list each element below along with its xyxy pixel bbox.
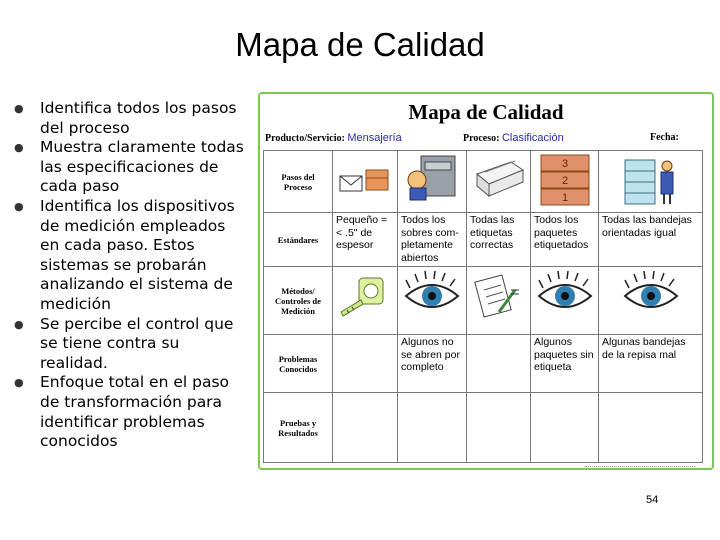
problem-cell: Algunos paquetes sin etiqueta bbox=[531, 335, 599, 393]
method-cell bbox=[398, 267, 467, 335]
test-cell bbox=[531, 393, 599, 463]
step-cell bbox=[531, 151, 599, 213]
measuring-tape-icon bbox=[336, 268, 394, 324]
standard-cell: Todos los paquetes etiquetados bbox=[531, 213, 599, 267]
bullet-text: Identifica los dispositivos de medición empleados en cada paso. Estos sistemas se probarán analizando el sistema de medición bbox=[40, 196, 235, 313]
test-cell bbox=[333, 393, 398, 463]
shelf-person-icon bbox=[602, 152, 699, 208]
bullet-dot-icon: ● bbox=[14, 199, 24, 213]
problem-cell: Algunas bandejas de la repisa mal bbox=[599, 335, 703, 393]
bullet-dot-icon: ● bbox=[14, 317, 24, 331]
step-cell bbox=[398, 151, 467, 213]
row-header-methods: Métodos/ Controles de Medición bbox=[264, 267, 333, 335]
process-field bbox=[463, 132, 564, 144]
box-number: 3 bbox=[561, 158, 568, 170]
bullet-item bbox=[10, 197, 245, 315]
product-value: Mensajería bbox=[347, 132, 402, 144]
quality-map-figure bbox=[258, 92, 714, 470]
figure-title: Mapa de Calidad bbox=[408, 100, 564, 124]
table-row bbox=[264, 151, 703, 213]
date-field bbox=[650, 132, 679, 143]
mail-sorter-icon bbox=[401, 152, 463, 204]
date-label: Fecha: bbox=[650, 132, 679, 143]
box-number: 1 bbox=[561, 192, 568, 204]
standard-cell: Todas las etiquetas correctas bbox=[467, 213, 531, 267]
method-cell bbox=[531, 267, 599, 335]
numbered-boxes-icon bbox=[534, 152, 595, 208]
bullet-text: Enfoque total en el paso de transformación para identificar problemas conocidos bbox=[40, 373, 230, 451]
bullet-item bbox=[10, 99, 245, 138]
file-tray-icon bbox=[470, 152, 527, 204]
bullet-dot-icon: ● bbox=[14, 376, 24, 390]
row-header-standards: Estándares bbox=[264, 213, 333, 267]
row-header-steps: Pasos del Proceso bbox=[264, 151, 333, 213]
test-cell bbox=[599, 393, 703, 463]
eye-icon bbox=[602, 268, 699, 324]
product-label: Producto/Servicio: bbox=[265, 133, 345, 144]
slide-title: Mapa de Calidad bbox=[235, 26, 485, 63]
bullet-dot-icon: ● bbox=[14, 141, 24, 155]
step-cell bbox=[599, 151, 703, 213]
eye-icon bbox=[401, 268, 463, 324]
standard-cell: Todos los sobres com- pletamente abiertos bbox=[398, 213, 467, 267]
eye-icon bbox=[534, 268, 595, 324]
row-header-problems: Problemas Conocidos bbox=[264, 335, 333, 393]
problem-cell: Algunos no se abren por completo bbox=[398, 335, 467, 393]
test-cell bbox=[467, 393, 531, 463]
bullet-item bbox=[10, 138, 245, 197]
table-row bbox=[264, 213, 703, 267]
bullet-dot-icon: ● bbox=[14, 102, 24, 115]
table-row bbox=[264, 267, 703, 335]
problem-cell bbox=[467, 335, 531, 393]
method-cell bbox=[599, 267, 703, 335]
figure-footer-line bbox=[585, 466, 695, 470]
table-row bbox=[264, 393, 703, 463]
test-cell bbox=[398, 393, 467, 463]
standard-cell: Todas las bandejas orientadas igual bbox=[599, 213, 703, 267]
box-number: 2 bbox=[561, 175, 568, 187]
envelope-box-icon bbox=[336, 152, 394, 204]
checklist-icon bbox=[470, 268, 527, 324]
step-cell bbox=[333, 151, 398, 213]
bullet-text: Identifica todos los pasos del proceso bbox=[40, 99, 237, 137]
step-cell bbox=[467, 151, 531, 213]
method-cell bbox=[467, 267, 531, 335]
bullet-text: Se percibe el control que se tiene contra su realidad. bbox=[40, 314, 234, 372]
page-number: 54 bbox=[646, 494, 659, 506]
table-row bbox=[264, 335, 703, 393]
quality-map-table bbox=[263, 150, 703, 463]
bullet-text: Muestra claramente todas las especificaciones de cada paso bbox=[40, 138, 244, 196]
problem-cell bbox=[333, 335, 398, 393]
row-header-tests: Pruebas y Resultados bbox=[264, 393, 333, 463]
product-field bbox=[265, 132, 402, 144]
standard-cell: Pequeño = < .5" de espesor bbox=[333, 213, 398, 267]
bullet-item bbox=[10, 315, 245, 374]
process-label: Proceso: bbox=[463, 133, 500, 144]
bullet-list bbox=[10, 99, 245, 452]
bullet-item bbox=[10, 373, 245, 451]
process-value: Clasificación bbox=[501, 132, 564, 144]
method-cell bbox=[333, 267, 398, 335]
